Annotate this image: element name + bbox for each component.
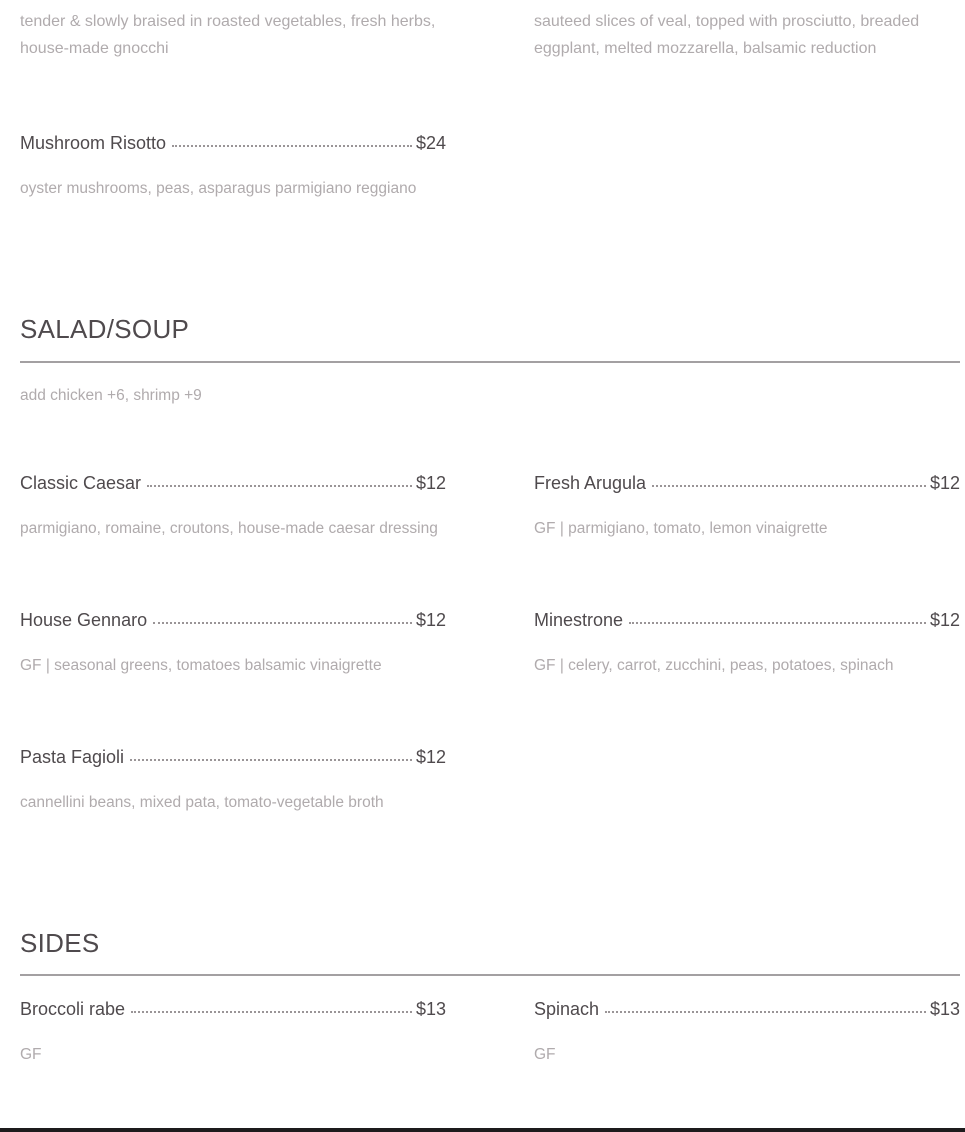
menu-item-name: Pasta Fagioli [20, 747, 125, 767]
menu-item [20, 133, 446, 202]
menu-item-price: $12 [415, 473, 446, 493]
section-divider [20, 974, 960, 976]
dot-leader [130, 759, 412, 761]
menu-item-description: cannellini beans, mixed pata, tomato-vegetable broth [20, 794, 384, 811]
menu-item-header [534, 473, 960, 497]
menu-item-name: Minestrone [534, 610, 624, 630]
menu-item-name: Mushroom Risotto [20, 133, 167, 153]
menu-item-header [20, 473, 446, 497]
menu-item [20, 610, 446, 679]
dot-leader [147, 485, 412, 487]
menu-item-name: Spinach [534, 999, 600, 1019]
item-description: tender & slowly braised in roasted vegetables, fresh herbs, house-made gnocchi [20, 13, 436, 57]
menu-item-description: GF | parmigiano, tomato, lemon vinaigrette [534, 520, 828, 537]
menu-item [20, 747, 446, 816]
menu-item-header [534, 610, 960, 634]
menu-item-header [20, 610, 446, 634]
menu-item-price: $13 [415, 999, 446, 1019]
menu-item-description: GF [20, 1046, 42, 1063]
dot-leader [153, 622, 412, 624]
section-divider [20, 361, 960, 363]
section-title-sides: SIDES [20, 928, 100, 958]
menu-item-price: $13 [929, 999, 960, 1019]
menu-item-description: GF [534, 1046, 556, 1063]
section-title-salad-soup: SALAD/SOUP [20, 314, 190, 344]
menu-item-description: oyster mushrooms, peas, asparagus parmigiano reggiano [20, 180, 417, 197]
menu-item-price: $24 [415, 133, 446, 153]
menu-item [534, 473, 960, 542]
menu-item-header [20, 747, 446, 771]
dot-leader [652, 485, 926, 487]
dot-leader [629, 622, 926, 624]
menu-item-price: $12 [415, 610, 446, 630]
item-description: sauteed slices of veal, topped with prosciutto, breaded eggplant, melted mozzarella, balsamic reduction [534, 13, 920, 57]
footer-bar [0, 1128, 965, 1132]
section-note: add chicken +6, shrimp +9 [20, 387, 202, 404]
menu-item [20, 473, 446, 542]
menu-item-name: Broccoli rabe [20, 999, 126, 1019]
menu-item-description: GF | celery, carrot, zucchini, peas, potatoes, spinach [534, 657, 894, 674]
menu-item-header [20, 999, 446, 1023]
menu-item-name: House Gennaro [20, 610, 148, 630]
dot-leader [131, 1011, 412, 1013]
menu-item-name: Fresh Arugula [534, 473, 647, 493]
menu-item-price: $12 [929, 473, 960, 493]
menu-item-price: $12 [415, 747, 446, 767]
menu-item-header [20, 133, 446, 157]
menu-item [534, 999, 960, 1068]
menu-item [20, 999, 446, 1068]
dot-leader [605, 1011, 926, 1013]
menu-item-header [534, 999, 960, 1023]
menu-item [534, 610, 960, 679]
menu-item-name: Classic Caesar [20, 473, 142, 493]
menu-item-price: $12 [929, 610, 960, 630]
dot-leader [172, 145, 412, 147]
menu-item-description: parmigiano, romaine, croutons, house-made caesar dressing [20, 520, 438, 537]
menu-item-description: GF | seasonal greens, tomatoes balsamic vinaigrette [20, 657, 382, 674]
